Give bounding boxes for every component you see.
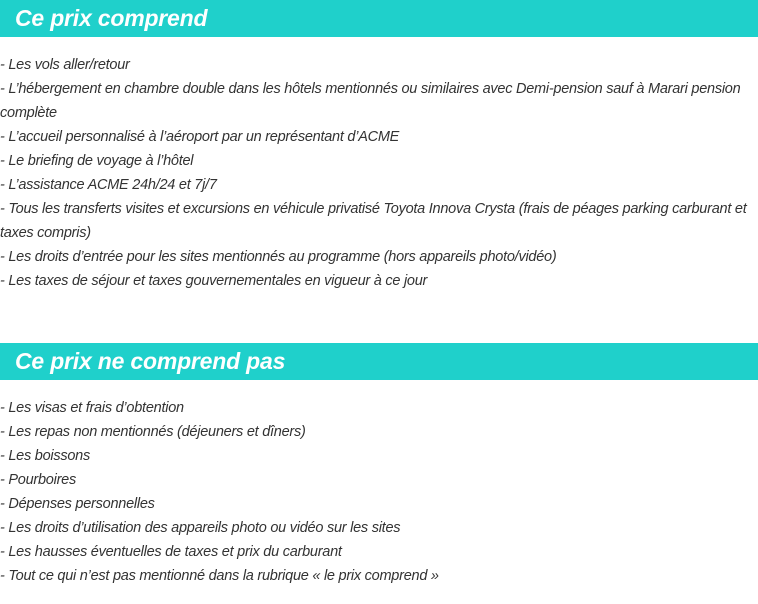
excluded-item-personal-expenses: - Dépenses personnelles	[0, 496, 155, 512]
included-item-transfers: - Tous les transferts visites et excursions en véhicule privatisé Toyota Innova Crysta (frais de péages parking carburant et taxes compris)	[0, 201, 747, 241]
included-item-assistance: - L’assistance ACME 24h/24 et 7j/7	[0, 177, 217, 193]
excluded-items-list	[0, 396, 750, 588]
excluded-section-header	[0, 343, 758, 380]
excluded-item-price-increases: - Les hausses éventuelles de taxes et prix du carburant	[0, 544, 342, 560]
included-item-airport-welcome: - L’accueil personnalisé à l’aéroport par un représentant d’ACME	[0, 129, 400, 145]
included-item-entry-fees: - Les droits d’entrée pour les sites mentionnés au programme (hors appareils photo/vidéo)	[0, 249, 557, 265]
included-items-list	[0, 53, 750, 293]
excluded-section-title: Ce prix ne comprend pas	[15, 348, 286, 374]
included-item-briefing: - Le briefing de voyage à l’hôtel	[0, 153, 194, 169]
included-item-accommodation: - L’hébergement en chambre double dans les hôtels mentionnés ou similaires avec Demi-pension sauf à Marari pension complète	[0, 81, 741, 121]
excluded-item-visas: - Les visas et frais d’obtention	[0, 400, 184, 416]
excluded-item-tips: - Pourboires	[0, 472, 76, 488]
excluded-item-drinks: - Les boissons	[0, 448, 90, 464]
included-section-header	[0, 0, 758, 37]
excluded-item-camera-fees: - Les droits d’utilisation des appareils photo ou vidéo sur les sites	[0, 520, 401, 536]
excluded-item-meals: - Les repas non mentionnés (déjeuners et dîners)	[0, 424, 306, 440]
included-item-flights: - Les vols aller/retour	[0, 57, 130, 73]
included-item-taxes: - Les taxes de séjour et taxes gouvernementales en vigueur à ce jour	[0, 273, 428, 289]
excluded-item-not-mentioned: - Tout ce qui n’est pas mentionné dans la rubrique « le prix comprend »	[0, 568, 439, 584]
included-section-title: Ce prix comprend	[15, 5, 208, 31]
